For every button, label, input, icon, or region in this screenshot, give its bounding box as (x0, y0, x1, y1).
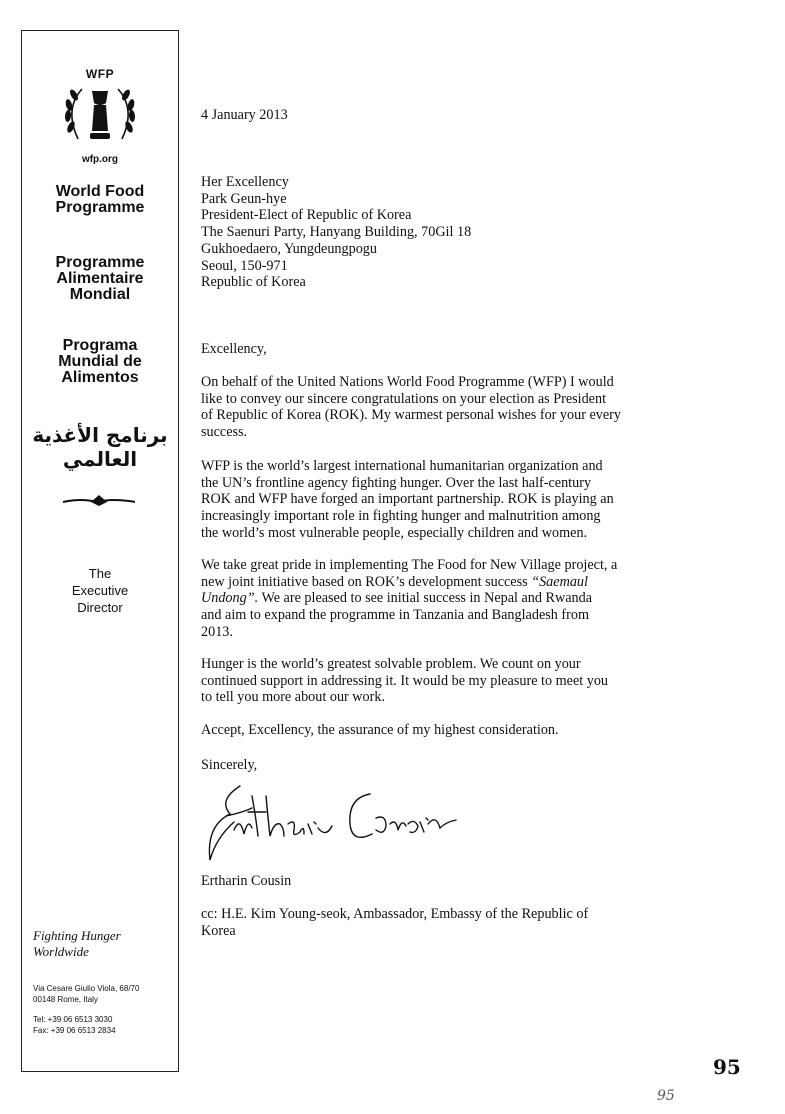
address-city: 00148 Rome, Italy (33, 995, 98, 1004)
address-block (33, 983, 139, 1036)
org-name-english: World Food Programme (55, 183, 145, 216)
logo-top-text: WFP (85, 67, 115, 81)
sidebar-panel (21, 30, 179, 1072)
recipient-address: Her Excellency Park Geun-hye President-Elect of Republic of Korea The Saenuri Party, Hanyang Building, 70Gil 18 Gukhoedaero, Yungdeungpogu Seoul, 150-971 Republic of Korea (201, 174, 472, 291)
paragraph-2: WFP is the world’s largest international humanitarian organization and the UN’s frontline agency fighting hunger. Over the last half-century ROK and WFP have forged an important partnership. ROK is playing an increasingly important role in fighting hunger and malnutrition among the world’s most vulnerable people, especially children and women. (201, 458, 614, 541)
closing-line: Accept, Excellency, the assurance of my highest consideration. (201, 722, 559, 738)
ornament-divider-icon (61, 493, 137, 509)
address-fax: Fax: +39 06 6513 2834 (33, 1026, 116, 1035)
signer-name: Ertharin Cousin (201, 873, 292, 889)
paragraph-1: On behalf of the United Nations World Food Programme (WFP) I would like to convey our sincere congratulations on your election as President of Republic of Korea (ROK). My warmest personal wishes for your every success. (201, 374, 621, 441)
logo-url-text: wfp.org (81, 154, 119, 165)
wheat-wreath-icon (54, 81, 146, 147)
cc-line: cc: H.E. Kim Young-seok, Ambassador, Embassy of the Republic of Korea (201, 906, 589, 939)
tagline: Fighting Hunger Worldwide (33, 928, 121, 959)
org-name-french: Programme Alimentaire Mondial (55, 254, 145, 303)
handwritten-page-number: 95 (657, 1088, 675, 1104)
office-title: The Executive Director (71, 566, 129, 615)
letter-date: 4 January 2013 (201, 107, 288, 123)
paragraph-3: We take great pride in implementing The Food for New Village project, a new joint initiative based on ROK’s development success “Saemaul Undong”. We are pleased to see initial success in Nepal and Rwanda and aim to expand the programme in Tanzania and Bangladesh from 2013. (201, 557, 618, 640)
org-name-spanish: Programa Mundial de Alimentos (58, 337, 142, 386)
signoff: Sincerely, (201, 757, 258, 773)
signature-image (200, 778, 470, 868)
paragraph-4: Hunger is the world’s greatest solvable problem. We count on your continued support in addressing it. It would be my pleasure to meet you to tell you more about our work. (201, 656, 609, 706)
address-tel: Tel: +39 06 6513 3030 (33, 1015, 113, 1024)
wfp-logo (54, 67, 146, 165)
salutation: Excellency, (201, 341, 267, 357)
org-name-arabic: برنامج الأغذية العالمي (32, 423, 168, 471)
address-street: Via Cesare Giulio Viola, 68/70 (33, 984, 140, 993)
page-number: 95 (713, 1055, 741, 1079)
